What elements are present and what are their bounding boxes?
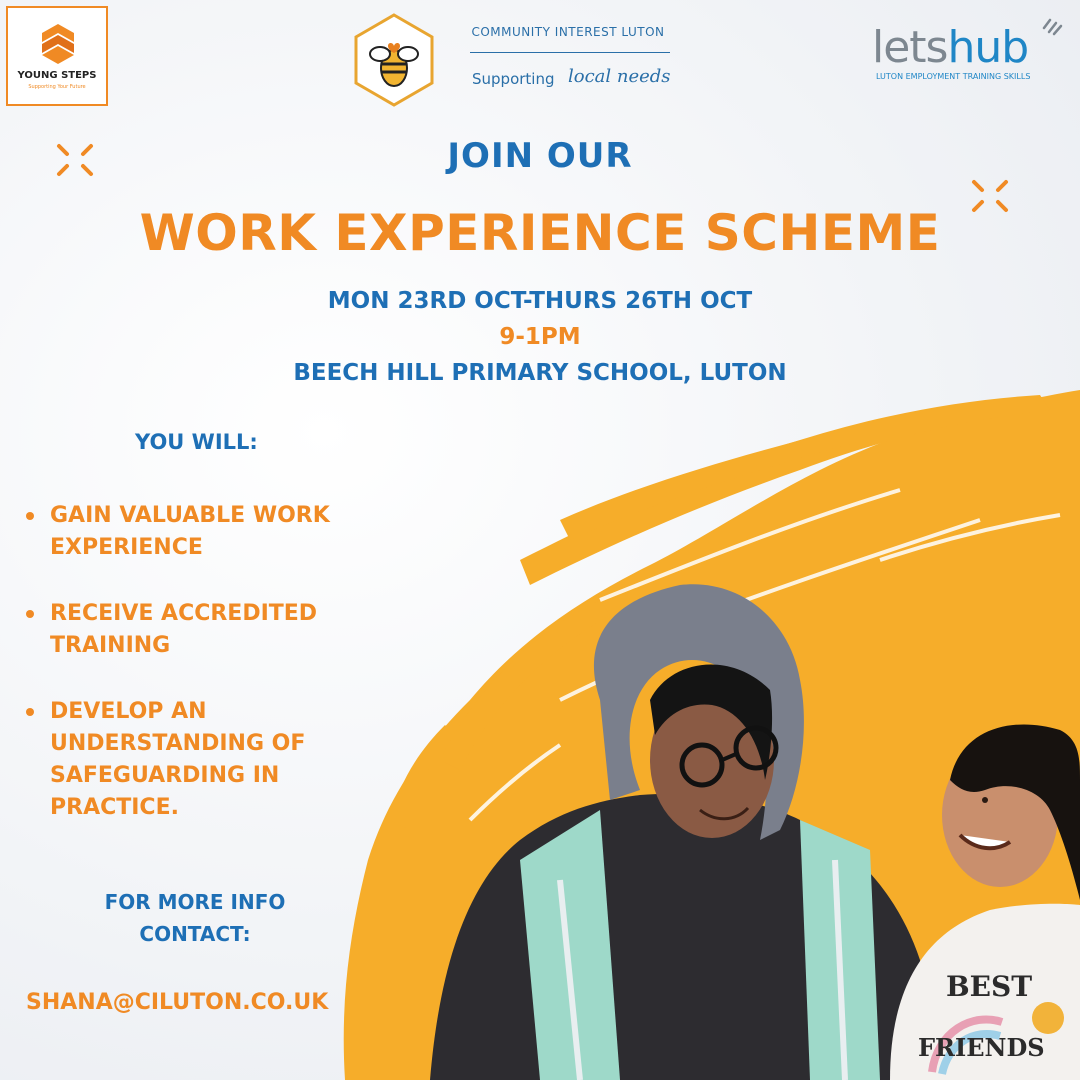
young-steps-name: YOUNG STEPS [17,70,97,81]
letshub-tagline: LUTON EMPLOYMENT TRAINING SKILLS [876,72,1031,81]
headline-intro: JOIN OUR [447,136,633,176]
headline-title: WORK EXPERIENCE SCHEME [139,204,941,262]
community-interest-subtitle: Supporting [472,70,555,88]
letshub-logo [872,22,1028,74]
shirt-print [912,952,1080,1080]
contact-prompt [50,886,340,950]
community-interest-subtitle-script: local needs [568,66,671,87]
contact-prompt-line1: FOR MORE INFO [104,890,286,914]
letshub-name-part1: lets [872,22,948,73]
young-steps-tagline: Supporting Your Future [28,84,86,90]
letshub-name-part2: hub [947,22,1029,73]
event-dates: MON 23RD OCT-THURS 26TH OCT [327,288,753,314]
event-time: 9-1PM [499,324,581,350]
bee-hexagon-icon [352,12,436,108]
list-item: GAIN VALUABLE WORK EXPERIENCE [24,500,384,564]
logo-divider [470,52,670,53]
list-item: RECEIVE ACCREDITED TRAINING [24,598,384,662]
event-venue: BEECH HILL PRIMARY SCHOOL, LUTON [293,360,787,386]
benefits-list [24,500,384,858]
shirt-text-friends: FRIENDS [918,1033,1045,1062]
contact-prompt-line2: CONTACT: [139,922,251,946]
letshub-dots-icon [1040,14,1064,36]
community-interest-title: COMMUNITY INTEREST LUTON [471,25,665,39]
steps-icon [40,22,76,66]
shirt-text-best: BEST [946,970,1033,1003]
list-item: DEVELOP AN UNDERSTANDING OF SAFEGUARDING IN PRACTICE. [24,696,384,824]
young-steps-logo [6,6,108,106]
contact-email[interactable]: SHANA@CILUTON.CO.UK [26,990,329,1015]
benefits-heading: YOU WILL: [135,430,258,454]
